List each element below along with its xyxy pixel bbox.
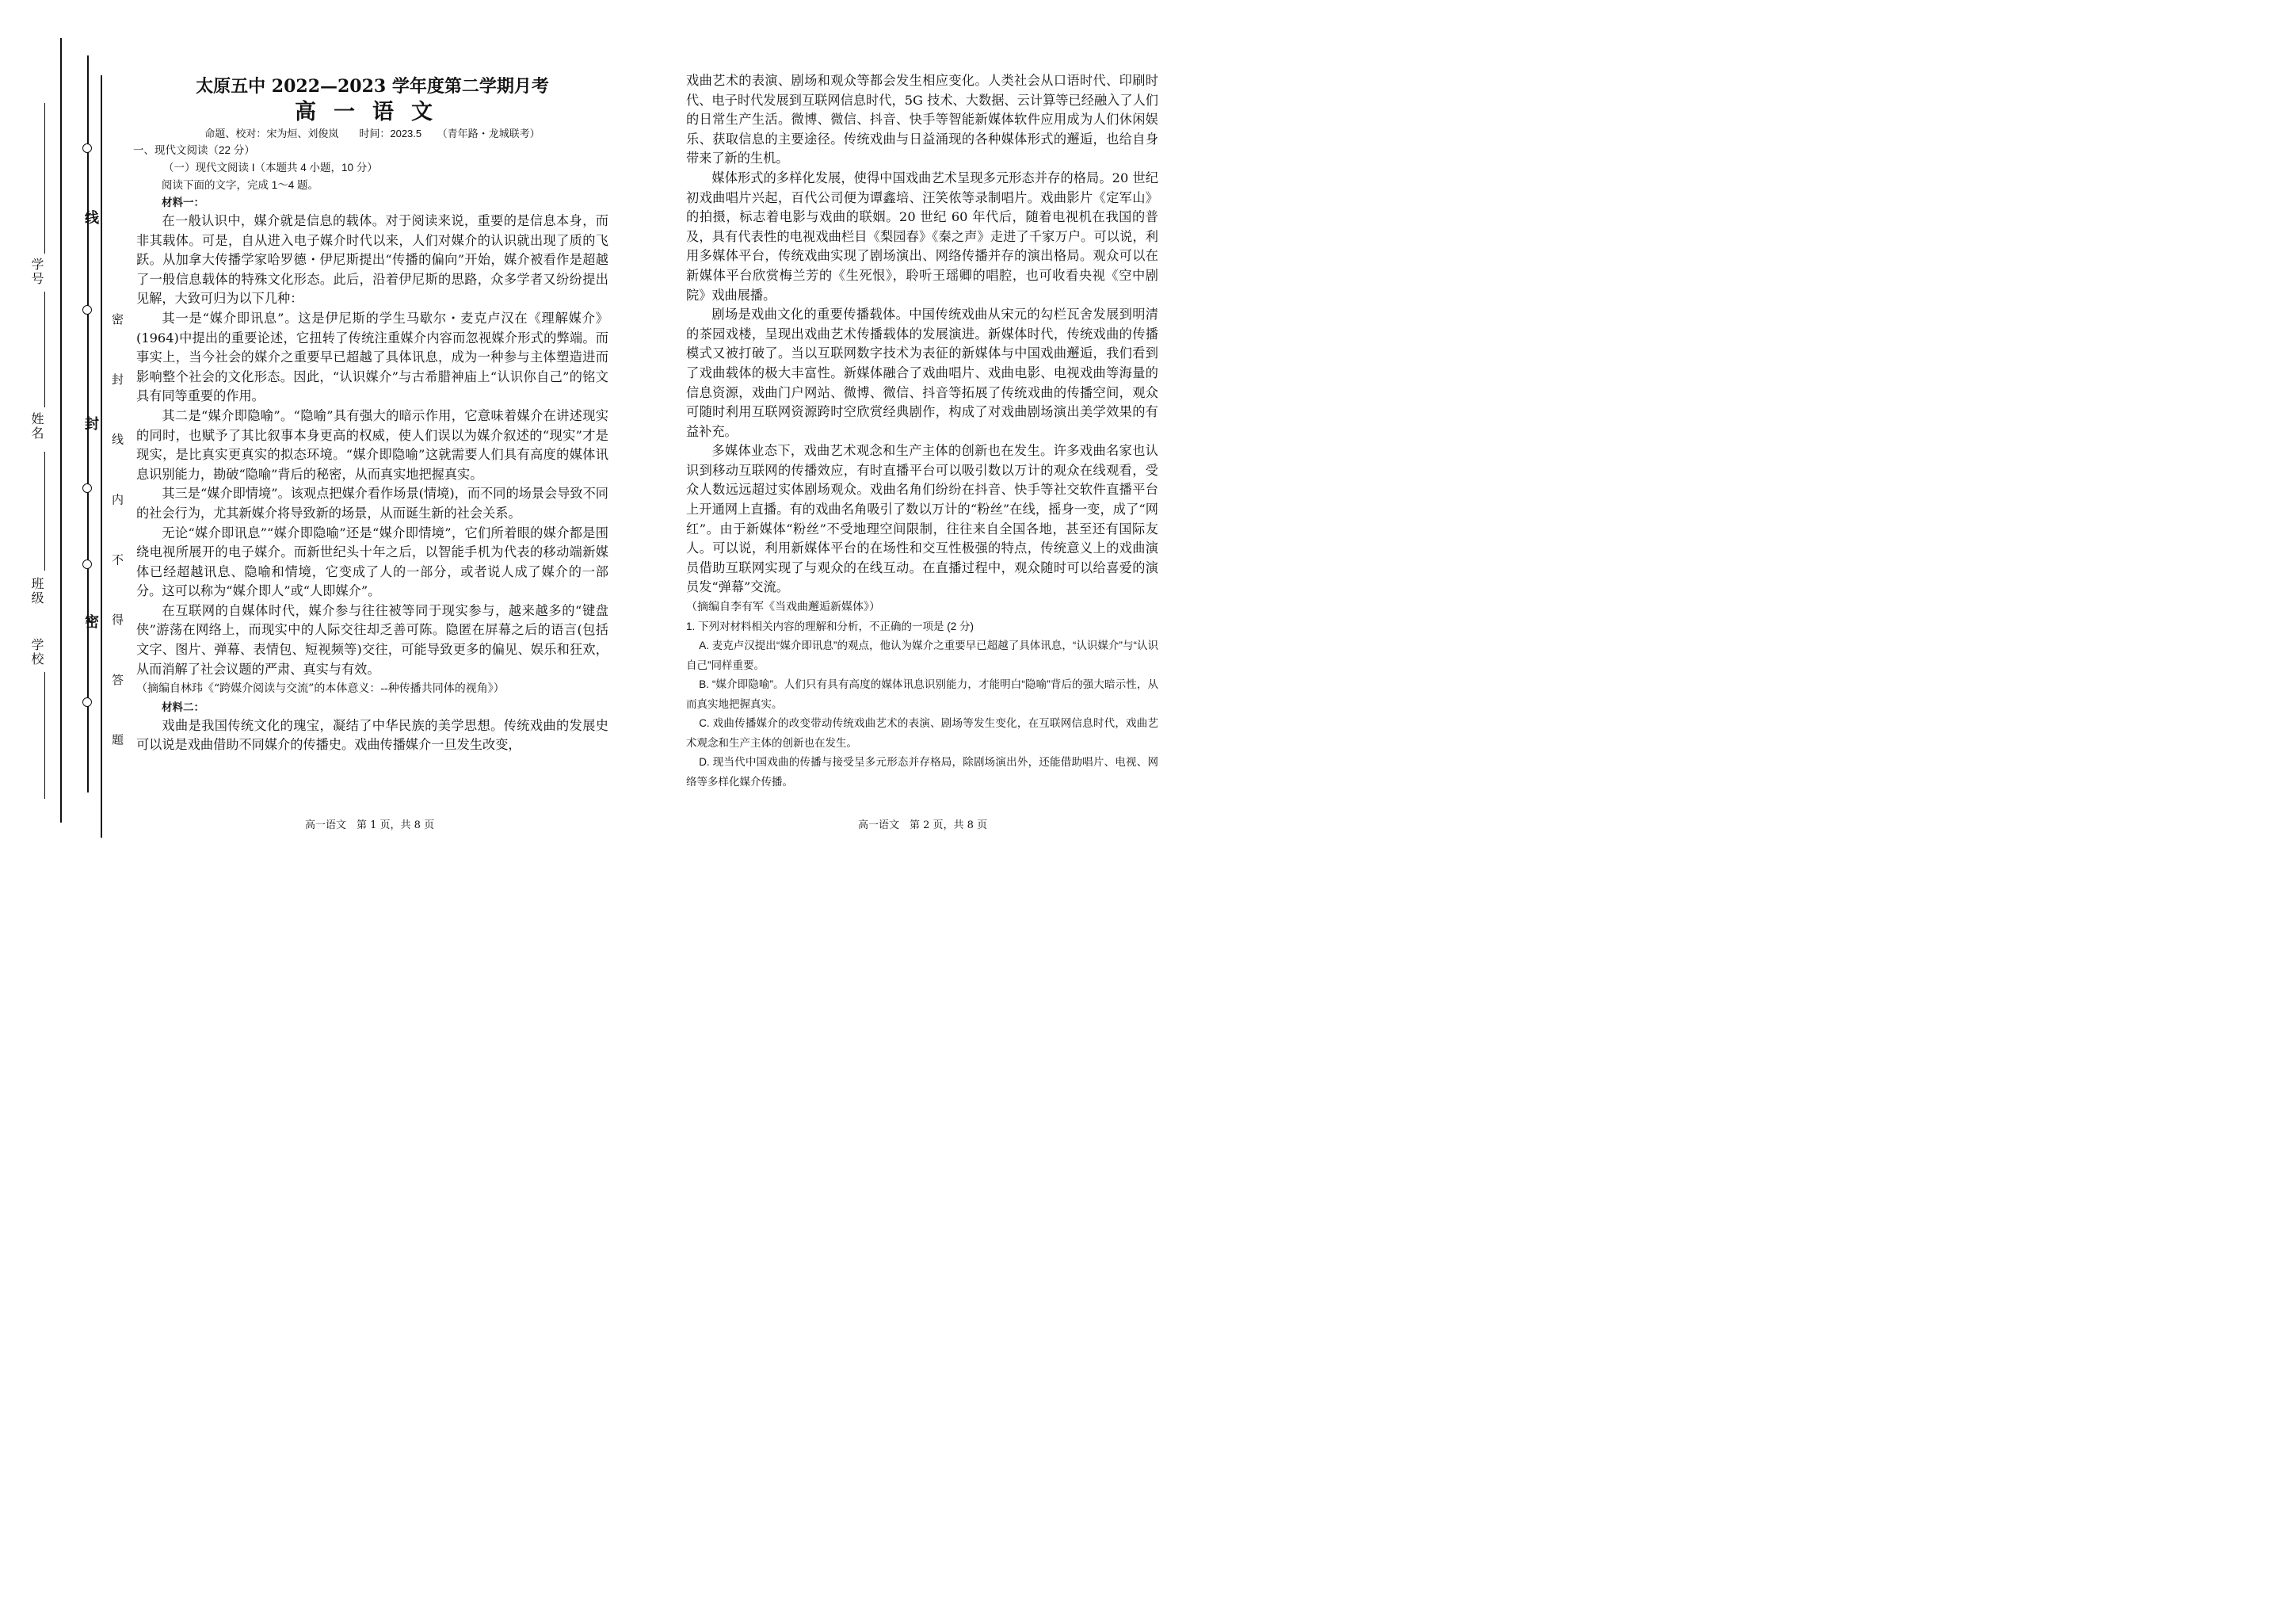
binding-line-inner [101,75,102,838]
subject-title: 高一语文 [295,100,450,124]
school-field[interactable] [44,672,45,799]
question-1-option-b[interactable]: B. “媒介即隐喻”。人们只有具有高度的媒体讯息识别能力，才能明白“隐喻”背后的强大暗示性，从而真实地把握真实。 [686,678,1158,710]
seal-notice: 密 封 线 内 不 得 答 题 [110,313,124,768]
binding-hole-2 [82,305,92,315]
student-id-field[interactable] [44,103,45,254]
seal-char-xian: 线 [82,210,99,226]
m1-citation: （摘编自林玮《“跨媒介阅读与交流”的本体意义：--种传播共同体的视角》） [136,682,505,696]
m2-paragraph-3: 剧场是戏曲文化的重要传播载体。中国传统戏曲从宋元的勾栏瓦舍发展到明清的茶园戏楼，呈现出戏曲艺术传播载体的发展演进。新媒体时代，传统戏曲的传播模式又被打破了。当以互联网数字技术为表征的新媒体与中国戏曲邂逅，我们看到了戏曲载体的极大丰富性。新媒体融合了戏曲唱片、戏曲电影、电视戏曲等海量的信息资源，戏曲门户网站、微博、微信、抖音等拓展了传统戏曲的传播空间，观众可随时利用互联网资源跨时空欣赏经典剧作，构成了对戏曲剧场演出美学效果的有益补充。 [686,307,1158,439]
label-name: 姓名 [29,412,44,441]
seal-char-feng: 封 [82,416,99,432]
material-1-label: 材料一： [162,197,204,208]
binding-line-outer [60,38,62,823]
question-1-stem: 1. 下列对材料相关内容的理解和分析，不正确的一项是 (2 分) [686,620,974,632]
section-heading: 一、现代文阅读（22 分） [133,144,255,156]
m1-paragraph-4: 其三是“媒介即情境”。该观点把媒介看作场景(情境)，而不同的场景会导致不同的社会行为，尤其新媒介将导致新的场景，从而诞生新的社会关系。 [136,486,608,521]
m2-paragraph-2: 媒体形式的多样化发展，使得中国戏曲艺术呈现多元形态并存的格局。20 世纪初戏曲唱片兴起，百代公司便为谭鑫培、汪笑侬等录制唱片。戏曲影片《定军山》的拍摄，标志着电影与戏曲的联姻。20 世纪 60 年代后，随着电视机在我国的普及，具有代表性的电视戏曲栏目《梨园春》《秦之声》走进了千家万户。可以说，利用多媒体平台，传统戏曲实现了剧场演出、网络传播并存的演出格局。观众可以在新媒体平台欣赏梅兰芳的《生死恨》，聆听王瑶卿的唱腔，也可收看央视《空中剧院》戏曲展播。 [686,170,1158,303]
m2-paragraph-4: 多媒体业态下，戏曲艺术观念和生产主体的创新也在发生。许多戏曲名家也认识到移动互联网的传播效应，有时直播平台可以吸引数以万计的观众在线观看，受众人数远远超过实体剧场观众。戏曲名角们纷纷在抖音、快手等社交软件直播平台上开通网上直播。有的戏曲名角吸引了数以万计的“粉丝”在线，摇身一变，成了“网红”。由于新媒体“粉丝”不受地理空间限制，往往来自全国各地，甚至还有国际友人。可以说，利用新媒体平台的在场性和交互性极强的特点，传统意义上的戏曲演员借助互联网实现了与观众的在线互动。在直播过程中，观众随时可以给喜爱的演员发“弹幕”交流。 [686,443,1158,595]
exam-meta: 命题、校对：宋为烜、刘俊岚 时间：2023.5 （青年路・龙城联考） [204,128,540,139]
seal-char-mi: 密 [82,614,99,630]
binding-hole-4 [82,559,92,569]
m2-paragraph-1: 戏曲是我国传统文化的瑰宝，凝结了中华民族的美学思想。传统戏曲的发展史可以说是戏曲借助不同媒介的传播史。戏曲传播媒介一旦发生改变， [136,717,608,753]
m1-paragraph-6: 在互联网的自媒体时代，媒介参与往往被等同于现实参与，越来越多的“键盘侠”游荡在网络上，而现实中的人际交往却乏善可陈。隐匿在屏幕之后的语言(包括文字、图片、弹幕、表情包、短视频等)交往，可能导致更多的偏见、娱乐和狂欢，从而消解了社会议题的严肃、真实与有效。 [136,602,608,677]
question-1-option-d[interactable]: D. 现当代中国戏曲的传播与接受呈多元形态并存格局，除剧场演出外，还能借助唱片、电视、网络等多样化媒介传播。 [686,756,1158,788]
exam-title: 太原五中 2022—2023 学年度第二学期月考 [196,76,549,97]
m1-paragraph-3: 其二是“媒介即隐喻”。“隐喻”具有强大的暗示作用，它意味着媒介在讲述现实的同时，也赋予了其比叙事本身更高的权威，使人们误以为媒介叙述的“现实”才是现实，是比真实更真实的拟态环境。“媒介即隐喻”这就需要人们具有高度的媒体讯息识别能力，勘破“隐喻”背后的秘密，从而真实地把握真实。 [136,407,608,482]
page-2-footer: 高一语文 第 2 页，共 8 页 [858,819,988,831]
question-1-option-a[interactable]: A. 麦克卢汉提出“媒介即讯息”的观点，他认为媒介之重要早已超越了具体讯息，“认识媒介”与“认识自己”同样重要。 [686,640,1158,671]
m1-paragraph-5: 无论“媒介即讯息”“媒介即隐喻”还是“媒介即情境”，它们所着眼的媒介都是围绕电视所展开的电子媒介。而新世纪头十年之后，以智能手机为代表的移动端新媒体已经超越讯息、隐喻和情境，它变成了人的一部分，或者说人成了媒介的一部分。这可以称为“媒介即人”或“人即媒介”。 [136,525,608,599]
page-2-column [686,71,1158,792]
subsection-heading: （一）现代文阅读 I（本题共 4 小题，10 分） [163,162,378,174]
material-2-label: 材料二： [162,701,204,713]
name-field[interactable] [44,292,45,407]
label-student-id: 学号 [29,258,44,286]
reading-instruction: 阅读下面的文字，完成 1～4 题。 [162,179,319,191]
m2-paragraph-1-cont: 戏曲艺术的表演、剧场和观众等都会发生相应变化。人类社会从口语时代、印刷时代、电子时代发展到互联网信息时代，5G 技术、大数据、云计算等已经融入了人们的日常生产生活。微博、微信、抖音、快手等智能新媒体软件应用成为人们休闲娱乐、获取信息的主要途径。传统戏曲与日益涌现的各种媒体形式的邂逅，也给自身带来了新的生机。 [686,73,1158,166]
class-field[interactable] [44,452,45,571]
m1-paragraph-2: 其一是“媒介即讯息”。这是伊尼斯的学生马歇尔・麦克卢汉在《理解媒介》(1964)中提出的重要论述，它扭转了传统注重媒介内容而忽视媒介形式的弊端。而事实上，当今社会的媒介之重要早已超越了具体讯息，成为一种参与主体塑造进而影响整个社会的文化形态。因此，“认识媒介”与古希腊神庙上“认识你自己”的铭文具有同等重要的作用。 [136,310,608,404]
binding-hole-1 [82,143,92,153]
page-1-footer: 高一语文 第 1 页，共 8 页 [305,819,435,831]
question-1-option-c[interactable]: C. 戏曲传播媒介的改变带动传统戏曲艺术的表演、剧场等发生变化，在互联网信息时代，戏曲艺术观念和生产主体的创新也在发生。 [686,717,1158,749]
label-school: 学校 [29,638,44,666]
m2-citation: （摘编自李有军《当戏曲邂逅新媒体》） [686,601,880,614]
question-1 [686,617,1158,792]
binding-hole-3 [82,483,92,493]
page-1-column [133,75,608,755]
label-class: 班级 [29,577,44,605]
m1-paragraph-1: 在一般认识中，媒介就是信息的载体。对于阅读来说，重要的是信息本身，而非其载体。可是，自从进入电子媒介时代以来，人们对媒介的认识就出现了质的飞跃。从加拿大传播学家哈罗德・伊尼斯提出“传播的偏向”开始，媒介被看作是超越了一般信息载体的特殊文化形态。此后，沿着伊尼斯的思路，众多学者又纷纷提出见解，大致可归为以下几种： [136,213,608,307]
binding-hole-5 [82,697,92,707]
